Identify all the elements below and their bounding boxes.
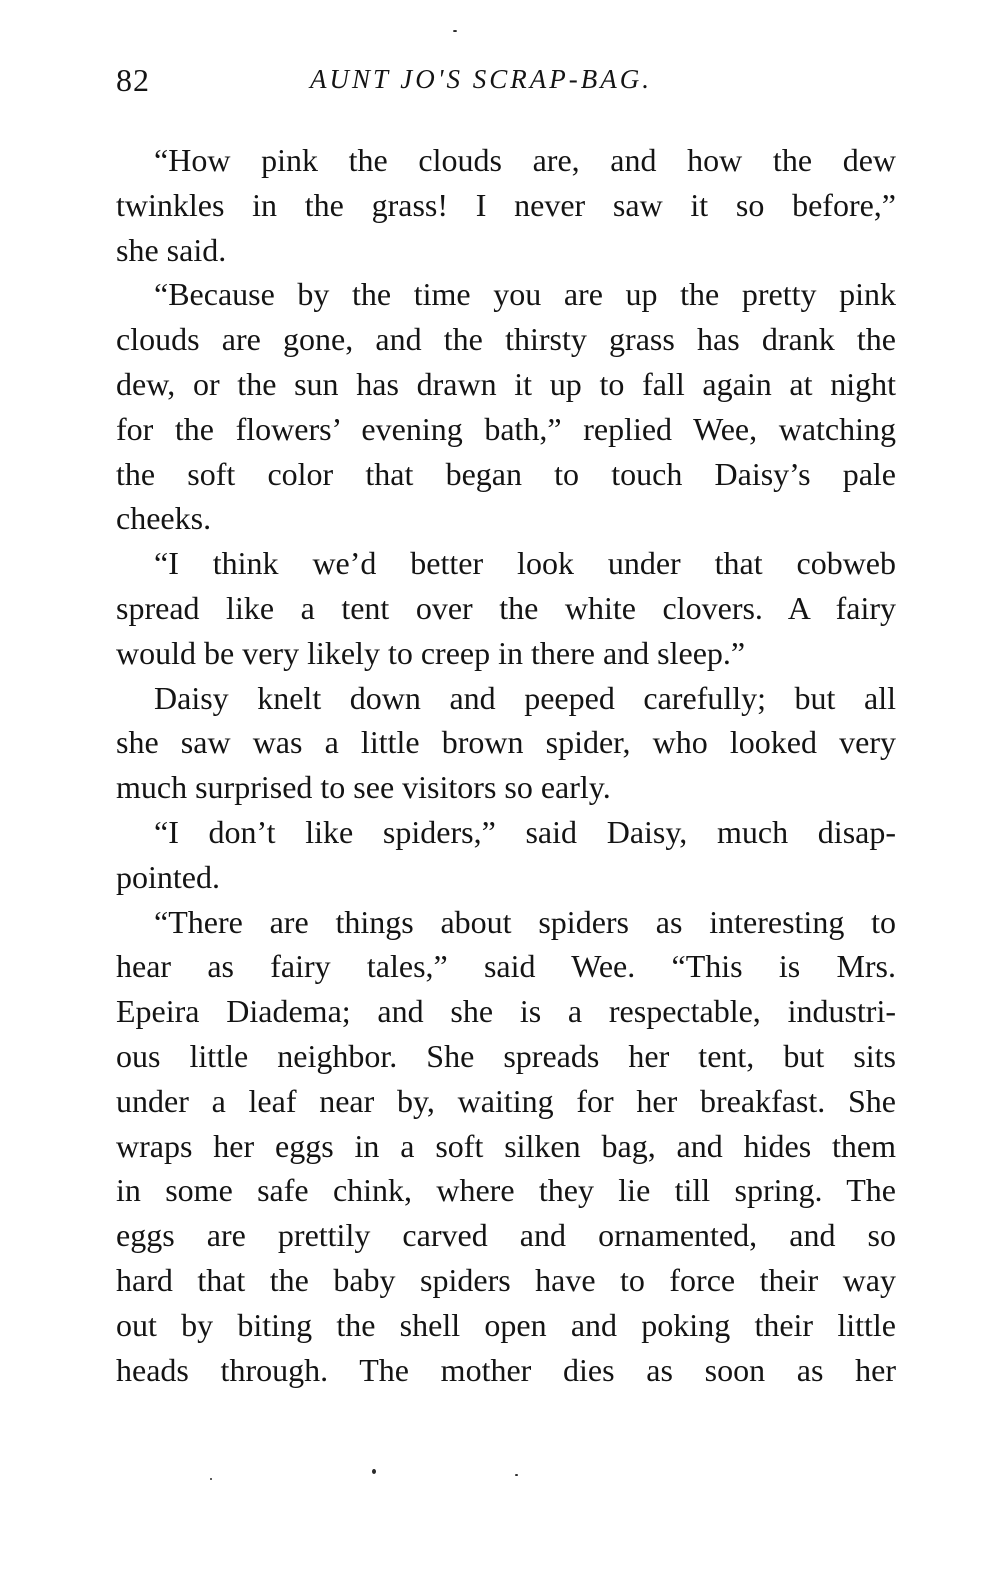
text-line: under a leaf near by, waiting for her breakfast. She bbox=[116, 1082, 896, 1119]
text-line: heads through. The mother dies as soon as her bbox=[116, 1351, 896, 1388]
text-line: “Because by the time you are up the pretty pink bbox=[154, 276, 896, 313]
body-text bbox=[116, 138, 896, 1392]
text-line: would be very likely to creep in there and sleep.” bbox=[116, 634, 746, 671]
text-line: she saw was a little brown spider, who looked very bbox=[116, 724, 896, 761]
running-title: AUNT JO'S SCRAP-BAG. bbox=[310, 64, 652, 94]
text-line: hear as fairy tales,” said Wee. “This is Mrs. bbox=[116, 948, 896, 985]
text-line: for the flowers’ evening bath,” replied Wee, watching bbox=[116, 410, 896, 447]
page-header bbox=[116, 62, 896, 106]
text-line: cheeks. bbox=[116, 500, 212, 537]
text-line: wraps her eggs in a soft silken bag, and hides them bbox=[116, 1127, 896, 1164]
text-line: twinkles in the grass! I never saw it so before,” bbox=[116, 186, 896, 223]
text-line: pointed. bbox=[116, 858, 220, 895]
text-line: hard that the baby spiders have to force their way bbox=[116, 1261, 896, 1298]
text-line: she said. bbox=[116, 231, 227, 268]
print-speck bbox=[453, 30, 457, 32]
print-speck bbox=[210, 1478, 212, 1480]
text-line: Epeira Diadema; and she is a respectable, industri- bbox=[116, 993, 896, 1030]
text-line: in some safe chink, where they lie till spring. The bbox=[116, 1172, 896, 1209]
text-line: “There are things about spiders as interesting to bbox=[154, 903, 896, 940]
text-line: “I think we’d better look under that cobweb bbox=[154, 545, 896, 582]
text-line: eggs are prettily carved and ornamented, and so bbox=[116, 1217, 896, 1254]
text-line: ous little neighbor. She spreads her tent, but sits bbox=[116, 1037, 896, 1074]
print-speck bbox=[515, 1474, 518, 1476]
text-line: “I don’t like spiders,” said Daisy, much disap- bbox=[154, 813, 896, 850]
text-line: clouds are gone, and the thirsty grass has drank the bbox=[116, 321, 896, 358]
print-speck bbox=[372, 1469, 376, 1474]
text-line: Daisy knelt down and peeped carefully; but all bbox=[154, 679, 896, 716]
page-number: 82 bbox=[116, 62, 150, 98]
text-line: spread like a tent over the white clovers. A fairy bbox=[116, 589, 896, 626]
text-line: the soft color that began to touch Daisy’s pale bbox=[116, 455, 896, 492]
text-line: “How pink the clouds are, and how the dew bbox=[154, 142, 896, 178]
text-line: much surprised to see visitors so early. bbox=[116, 769, 611, 806]
text-line: out by biting the shell open and poking their little bbox=[116, 1306, 896, 1343]
text-line: dew, or the sun has drawn it up to fall again at night bbox=[116, 365, 896, 402]
